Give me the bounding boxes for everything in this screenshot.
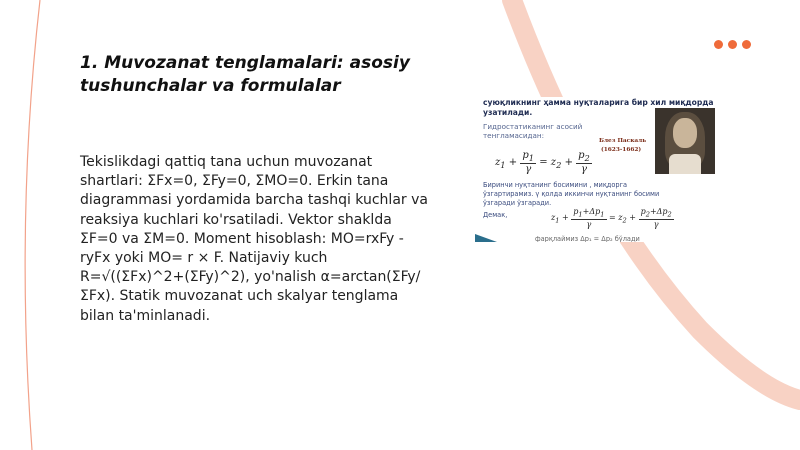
pascal-formula: $z_1$ + $\frac{p_1}{\gamma}$ = $z_2$ + $\frac{p_2}{\gamma}$ <box>495 150 590 175</box>
portrait-years: (1623-1662) <box>601 147 642 153</box>
portrait-image <box>655 108 715 174</box>
figure-text-line4: Демак, <box>483 211 508 219</box>
figure-heading-line2: узатилади. <box>483 108 533 117</box>
portrait-collar <box>669 154 701 174</box>
fraction-p2: $\frac{p_2}{\gamma}$ <box>578 150 590 175</box>
slide-title: 1. Muvozanat tenglamalari: asosiy tushunchalar va formulalar <box>80 53 410 96</box>
pressure-change-formula: $z_1$ + $\frac{p_1+\Delta p_1}{\gamma}$ = $z_2$ + $\frac{p_2+\Delta p_2}{\gamma}$ <box>551 207 672 229</box>
corner-mark <box>475 234 497 242</box>
accent-dots <box>714 40 751 49</box>
figure-text-line2: ўзгартирамиз. γ қолда иккинчи нуқтанинг босими <box>483 190 660 198</box>
accent-dot <box>714 40 723 49</box>
figure-sub-line2: тенгламасидан: <box>483 131 545 140</box>
portrait-name: Блез Паскаль <box>599 138 647 144</box>
figure-text-line3: ўзгаради ўзгаради. <box>483 199 552 207</box>
accent-dot <box>728 40 737 49</box>
figure-heading-line1: суюқликнинг ҳамма нуқталарига бир хил миқдорда <box>483 98 714 107</box>
slide-body-text: Tekislikdagi qattiq tana uchun muvozanat shartlari: ΣFx=0, ΣFy=0, ΣMO=0. Erkin tana diagrammasi yordamida barcha tashqi kuchlar va reaksiya kuchlari ko'rsatiladi. Vektor shaklda ΣF=0 va ΣM=0. Moment hisoblash: MO=rxFy - ryFx yoki MO= r × F. Natijaviy kuch R=√((ΣFx)^2+(ΣFy)^2), yo'nalish α=arctan(ΣFy/ΣFx). Statik muvozanat uch skalyar tenglama bilan ta'minlanadi. <box>80 154 428 324</box>
figure-text-line1: Биринчи нуқтанинг босимини , миқдорга <box>483 181 628 189</box>
accent-dot <box>742 40 751 49</box>
fraction-p1: $\frac{p_1}{\gamma}$ <box>522 150 535 175</box>
left-thin-arc <box>25 0 40 450</box>
figure-text-line5: фарқлаймиз Δp₁ = Δp₂ бўлади <box>535 235 640 242</box>
hydrostatics-image <box>475 97 720 242</box>
figure-sub-line1: Гидростатиканинг асосий <box>483 122 583 131</box>
portrait-face <box>673 118 697 148</box>
